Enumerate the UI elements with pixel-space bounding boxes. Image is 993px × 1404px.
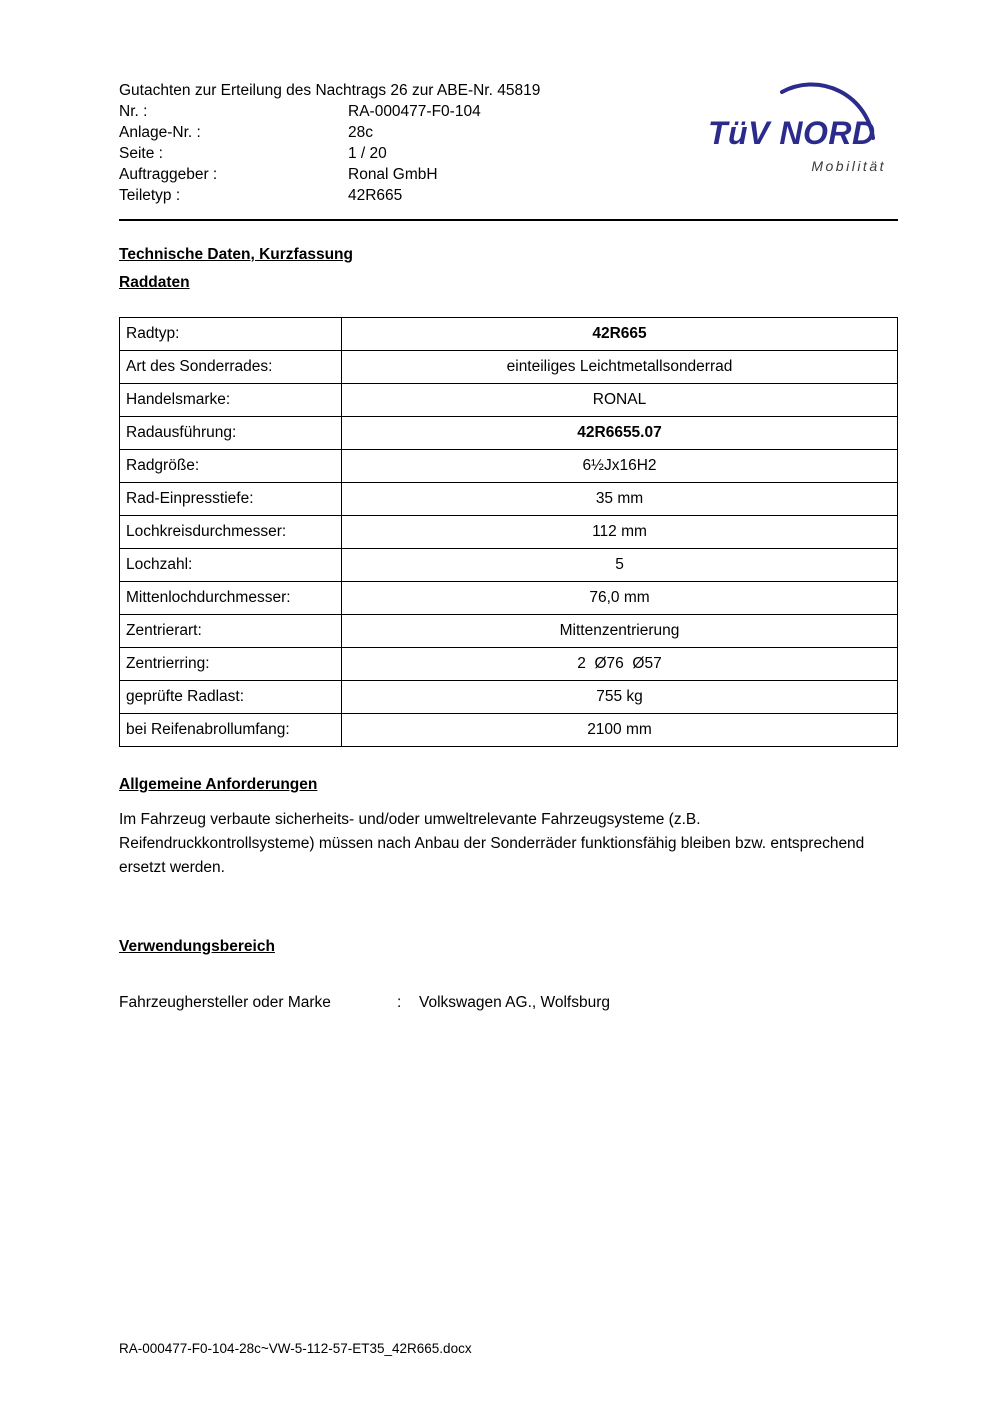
table-label-cell: Radausführung:: [120, 417, 342, 450]
table-label-cell: Handelsmarke:: [120, 384, 342, 417]
tuv-nord-logo-icon: [690, 66, 890, 166]
table-row: [120, 681, 898, 714]
table-row: [120, 648, 898, 681]
table-row: [120, 417, 898, 450]
table-value-cell: RONAL: [342, 384, 898, 417]
footer-filename: RA-000477-F0-104-28c~VW-5-112-57-ET35_42R665.docx: [119, 1341, 472, 1356]
table-label-cell: Zentrierart:: [120, 615, 342, 648]
header-field-anlage: [119, 122, 540, 143]
usage-colon: :: [397, 994, 402, 1011]
table-row: [120, 450, 898, 483]
field-label: Teiletyp :: [119, 187, 181, 204]
header-fields: [119, 80, 540, 206]
section-heading-raddaten: Raddaten: [119, 274, 190, 291]
field-value: Ronal GmbH: [348, 166, 438, 183]
table-row: [120, 615, 898, 648]
field-label: Seite :: [119, 145, 163, 162]
field-value: RA-000477-F0-104: [348, 103, 481, 120]
table-label-cell: Radtyp:: [120, 318, 342, 351]
table-label-cell: Zentrierring:: [120, 648, 342, 681]
table-row: [120, 549, 898, 582]
tuv-nord-logo: [690, 66, 890, 174]
table-row: [120, 714, 898, 747]
usage-value: Volkswagen AG., Wolfsburg: [419, 994, 610, 1011]
section-heading-verwendungsbereich: Verwendungsbereich: [119, 938, 275, 955]
table-label-cell: Lochzahl:: [120, 549, 342, 582]
logo-tagline: Mobilität: [811, 158, 886, 174]
field-value: 28c: [348, 124, 373, 141]
table-value-cell: 112 mm: [342, 516, 898, 549]
section-heading-allgemeine-anforderungen: Allgemeine Anforderungen: [119, 776, 318, 793]
field-label: Nr. :: [119, 103, 148, 120]
table-label-cell: Mittenlochdurchmesser:: [120, 582, 342, 615]
allgemeine-anforderungen-text: Im Fahrzeug verbaute sicherheits- und/oder umweltrelevante Fahrzeugsysteme (z.B. Reifendruckkontrollsysteme) müssen nach Anbau der Sonderräder funktionsfähig bleiben bzw. entsprechend ersetzt werden.: [119, 811, 865, 876]
table-label-cell: Lochkreisdurchmesser:: [120, 516, 342, 549]
header-field-seite: [119, 143, 540, 164]
page-content: [119, 80, 898, 1012]
header-divider: [119, 219, 898, 221]
field-label: Anlage-Nr. :: [119, 124, 201, 141]
field-value: 42R665: [348, 187, 403, 204]
raddaten-table: [119, 317, 898, 747]
header-field-nr: [119, 101, 540, 122]
field-label: Auftraggeber :: [119, 166, 218, 183]
table-value-cell: 755 kg: [342, 681, 898, 714]
section-heading-technische-daten: Technische Daten, Kurzfassung: [119, 246, 353, 263]
table-value-cell: 2100 mm: [342, 714, 898, 747]
document-header: [119, 80, 898, 206]
header-field-teiletyp: [119, 185, 540, 206]
table-row: [120, 582, 898, 615]
table-value-cell: 35 mm: [342, 483, 898, 516]
table-row: [120, 516, 898, 549]
table-row: [120, 483, 898, 516]
document-title: Gutachten zur Erteilung des Nachtrags 26 zur ABE-Nr. 45819: [119, 82, 541, 99]
table-label-cell: bei Reifenabrollumfang:: [120, 714, 342, 747]
table-label-cell: Art des Sonderrades:: [120, 351, 342, 384]
table-row: [120, 384, 898, 417]
header-field-auftraggeber: [119, 164, 540, 185]
table-value-cell: 2 Ø76 Ø57: [342, 648, 898, 681]
table-value-cell: 76,0 mm: [342, 582, 898, 615]
usage-line: [119, 994, 898, 1012]
table-value-cell: 42R665: [342, 318, 898, 351]
table-value-cell: einteiliges Leichtmetallsonderrad: [342, 351, 898, 384]
table-row: [120, 351, 898, 384]
table-value-cell: Mittenzentrierung: [342, 615, 898, 648]
table-label-cell: Rad-Einpresstiefe:: [120, 483, 342, 516]
field-value: 1 / 20: [348, 145, 387, 162]
logo-brand-text: TüV NORD: [708, 115, 876, 151]
table-label-cell: Radgröße:: [120, 450, 342, 483]
usage-label: Fahrzeughersteller oder Marke: [119, 994, 331, 1011]
table-label-cell: geprüfte Radlast:: [120, 681, 342, 714]
table-row: [120, 318, 898, 351]
table-value-cell: 42R6655.07: [342, 417, 898, 450]
table-value-cell: 6½Jx16H2: [342, 450, 898, 483]
table-value-cell: 5: [342, 549, 898, 582]
